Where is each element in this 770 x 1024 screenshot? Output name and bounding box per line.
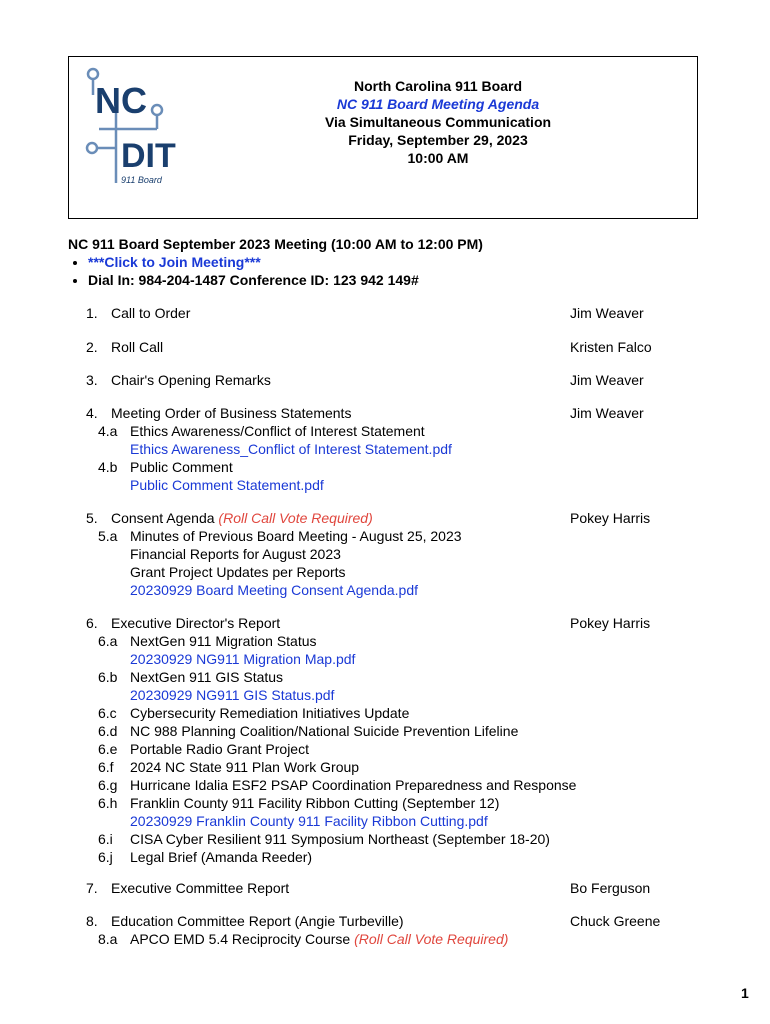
sub-item-8a bbox=[86, 930, 730, 948]
presenter: Chuck Greene bbox=[570, 913, 661, 929]
join-list-item bbox=[88, 253, 483, 271]
sub-item-label: 6.i bbox=[98, 831, 113, 847]
sub-item-6i bbox=[86, 830, 730, 848]
sub-item-6j bbox=[86, 848, 730, 866]
sub-item-label: 6.f bbox=[98, 759, 114, 775]
meeting-time: 10:00 AM bbox=[407, 150, 469, 166]
sub-item-6g bbox=[86, 776, 730, 794]
sub-item-text: NC 988 Planning Coalition/National Suicide Prevention Lifeline bbox=[130, 723, 519, 739]
sub-item-6a bbox=[86, 632, 730, 650]
item-title: Call to Order bbox=[111, 305, 191, 321]
item-number: 5. bbox=[86, 510, 98, 526]
sub-item-label: 6.j bbox=[98, 849, 113, 865]
agenda-item-3 bbox=[86, 371, 730, 389]
roll-call-note: (Roll Call Vote Required) bbox=[354, 931, 509, 947]
item-number: 6. bbox=[86, 615, 98, 631]
sub-item-label: 6.h bbox=[98, 795, 118, 811]
item-title: Roll Call bbox=[111, 339, 164, 355]
financial-reports: Financial Reports for August 2023 bbox=[130, 546, 341, 562]
item-number: 7. bbox=[86, 880, 98, 896]
sub-item-text: NextGen 911 GIS Status bbox=[130, 669, 284, 685]
item-title: Consent Agenda bbox=[111, 510, 215, 526]
migration-map-link[interactable]: 20230929 NG911 Migration Map.pdf bbox=[130, 651, 356, 667]
presenter: Kristen Falco bbox=[570, 339, 652, 355]
sub-item-label: 4.b bbox=[98, 459, 118, 475]
item-title: Executive Committee Report bbox=[111, 880, 290, 896]
presenter: Jim Weaver bbox=[570, 405, 644, 421]
roll-call-note: (Roll Call Vote Required) bbox=[218, 510, 373, 526]
sub-item-label: 6.a bbox=[98, 633, 118, 649]
agenda-item-2 bbox=[86, 338, 730, 356]
sub-item-text: CISA Cyber Resilient 911 Symposium Northeast (September 18-20) bbox=[130, 831, 550, 847]
item-title: Education Committee Report (Angie Turbeville) bbox=[111, 913, 404, 929]
item-number: 4. bbox=[86, 405, 98, 421]
sub-item-text: Franklin County 911 Facility Ribbon Cutting (September 12) bbox=[130, 795, 500, 811]
sub-item-label: 5.a bbox=[98, 528, 118, 544]
sub-item-text: Minutes of Previous Board Meeting - August 25, 2023 bbox=[130, 528, 462, 544]
sub-item-text: 2024 NC State 911 Plan Work Group bbox=[130, 759, 360, 775]
grant-updates: Grant Project Updates per Reports bbox=[130, 564, 346, 580]
svg-text:DIT: DIT bbox=[121, 137, 176, 175]
presenter: Jim Weaver bbox=[570, 372, 644, 388]
agenda-item-7 bbox=[86, 879, 730, 897]
sub-item-6f bbox=[86, 758, 730, 776]
agenda-item-1 bbox=[86, 304, 730, 322]
item-title: Meeting Order of Business Statements bbox=[111, 405, 352, 421]
sub-item-label: 4.a bbox=[98, 423, 118, 439]
sub-item-text: NextGen 911 Migration Status bbox=[130, 633, 317, 649]
sub-item-6e bbox=[86, 740, 730, 758]
agenda-item-8 bbox=[86, 912, 730, 948]
presenter: Bo Ferguson bbox=[570, 880, 651, 896]
presenter: Pokey Harris bbox=[570, 615, 651, 631]
nc-dit-logo bbox=[83, 65, 193, 185]
header-box bbox=[68, 56, 698, 219]
sub-item-text: Cybersecurity Remediation Initiatives Update bbox=[130, 705, 410, 721]
sub-item-6b bbox=[86, 668, 730, 686]
presenter: Pokey Harris bbox=[570, 510, 651, 526]
sub-item-text: APCO EMD 5.4 Reciprocity Course bbox=[130, 931, 351, 947]
sub-item-6c bbox=[86, 704, 730, 722]
agenda-title: NC 911 Board Meeting Agenda bbox=[336, 96, 540, 112]
ribbon-cutting-link[interactable]: 20230929 Franklin County 911 Facility Ribbon Cutting.pdf bbox=[130, 813, 488, 829]
meeting-date: Friday, September 29, 2023 bbox=[348, 132, 528, 148]
sub-item-6h bbox=[86, 794, 730, 812]
item-title: Executive Director's Report bbox=[111, 615, 281, 631]
sub-item-6d bbox=[86, 722, 730, 740]
consent-agenda-link[interactable]: 20230929 Board Meeting Consent Agenda.pdf bbox=[130, 582, 419, 598]
sub-item-label: 8.a bbox=[98, 931, 118, 947]
sub-item-text: Public Comment bbox=[130, 459, 233, 475]
agenda-item-4 bbox=[86, 404, 730, 494]
sub-item-text: Hurricane Idalia ESF2 PSAP Coordination Preparedness and Response bbox=[130, 777, 577, 793]
svg-text:NC: NC bbox=[95, 80, 147, 121]
item-title: Chair's Opening Remarks bbox=[111, 372, 271, 388]
meeting-mode: Via Simultaneous Communication bbox=[324, 114, 552, 130]
sub-item-5a bbox=[86, 527, 730, 545]
sub-item-4b bbox=[86, 458, 730, 476]
join-info-list bbox=[68, 253, 483, 289]
svg-text:911 Board: 911 Board bbox=[121, 175, 162, 185]
sub-item-label: 6.e bbox=[98, 741, 118, 757]
presenter: Jim Weaver bbox=[570, 305, 644, 321]
sub-item-label: 6.g bbox=[98, 777, 118, 793]
gis-status-link[interactable]: 20230929 NG911 GIS Status.pdf bbox=[130, 687, 335, 703]
sub-item-text: Ethics Awareness/Conflict of Interest Statement bbox=[130, 423, 425, 439]
meeting-title: NC 911 Board September 2023 Meeting (10:00 AM to 12:00 PM) bbox=[68, 236, 483, 252]
org-name: North Carolina 911 Board bbox=[353, 78, 523, 94]
sub-item-label: 6.d bbox=[98, 723, 118, 739]
item-number: 1. bbox=[86, 305, 98, 321]
ethics-statement-link[interactable]: Ethics Awareness_Conflict of Interest Statement.pdf bbox=[130, 441, 452, 457]
meeting-intro bbox=[68, 235, 483, 289]
join-meeting-link[interactable]: ***Click to Join Meeting*** bbox=[88, 254, 261, 270]
sub-item-label: 6.b bbox=[98, 669, 118, 685]
agenda-item-5 bbox=[86, 509, 730, 599]
sub-item-text: Legal Brief (Amanda Reeder) bbox=[130, 849, 313, 865]
sub-item-text: Portable Radio Grant Project bbox=[130, 741, 309, 757]
item-number: 3. bbox=[86, 372, 98, 388]
agenda-item-6 bbox=[86, 614, 730, 866]
item-number: 8. bbox=[86, 913, 98, 929]
item-number: 2. bbox=[86, 339, 98, 355]
header-text bbox=[219, 77, 657, 167]
dial-in-info: • Dial In: 984-204-1487 Conference ID: 123 942 149# bbox=[88, 271, 483, 289]
sub-item-label: 6.c bbox=[98, 705, 117, 721]
page-number: 1 bbox=[741, 985, 749, 1001]
sub-item-4a bbox=[86, 422, 730, 440]
public-comment-link[interactable]: Public Comment Statement.pdf bbox=[130, 477, 324, 493]
